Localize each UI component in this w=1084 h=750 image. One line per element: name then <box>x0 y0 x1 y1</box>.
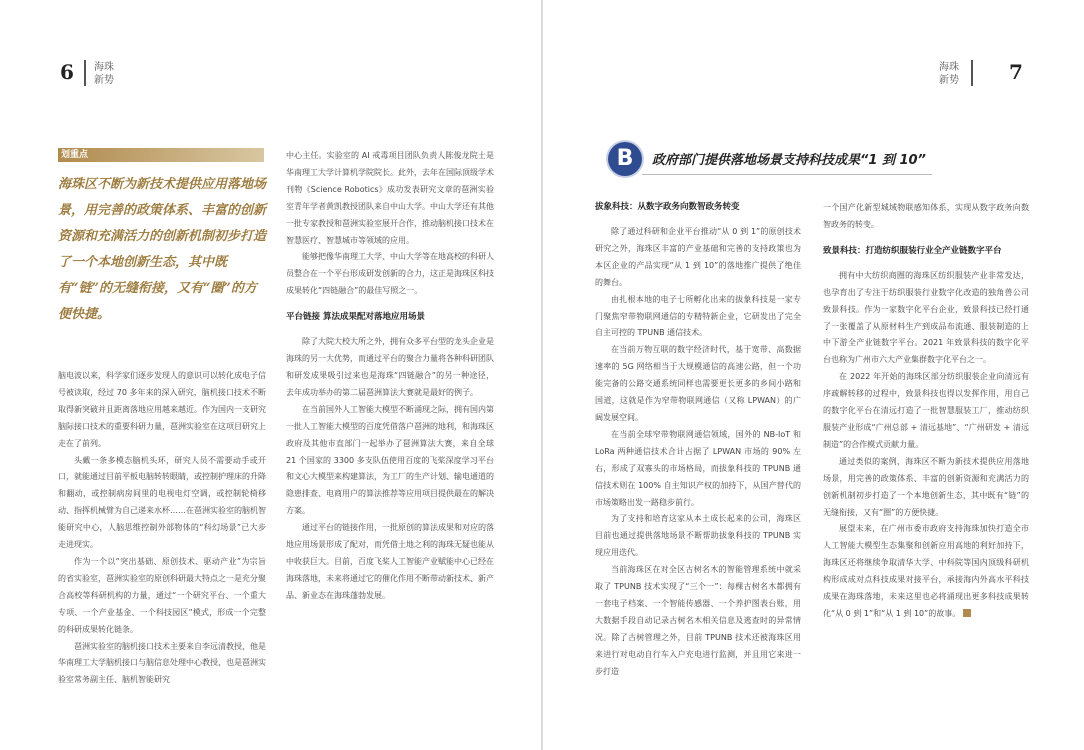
right-column-2 <box>823 200 1029 623</box>
paragraph: 通过类似的案例，海珠区不断为新技术提供应用落地场景，用完善的政策体系、丰富的创新资源和充满活力的创新机制初步打造了一个本地创新生态，其中既有“链”的无缝衔接，又有“圈”的方便快捷。 <box>823 456 1029 517</box>
left-page <box>0 0 541 750</box>
highlight-label-bar <box>58 148 264 162</box>
paragraph: 除了通过科研和企业平台推动“从 0 到 1”的原创技术研究之外，海珠区丰富的产业基础和完善的支持政策也为本区企业的产品实现“从 1 到 10”的落地推广提供了绝佳的舞台。 <box>595 227 801 287</box>
page-number-right: 7 <box>1009 60 1023 84</box>
paragraph: 通过平台的链接作用，一批原创的算法成果和对应的落地应用场景形成了配对，而凭借土地之利的海珠无疑也能从中收获巨大。目前，百度飞桨人工智能产业赋能中心已经在海珠落地，未来将通过它的催化作用不断带动新技术、新产品、新业态在海珠蓬勃发展。 <box>286 523 494 600</box>
subheading: 致景科技：打造纺织服装行业全产业链数字平台 <box>823 245 1002 256</box>
paragraph <box>823 521 1029 622</box>
paragraph: 作为一个以“突出基础、原创技术、驱动产业”为宗旨的省实验室，琶洲实验室的原创科研最大特点之一是充分聚合高校等科研机构的力量，通过“一个研究平台、一个重大专项、一个产业基金、一个科技园区”模式，形成一个完整的科研成果转化链条。 <box>58 556 266 634</box>
paragraph: 由扎根本地的电子七所孵化出来的拔象科技是一家专门聚焦窄带物联网通信的专精特新企业，它研发出了完全自主可控的 TPUNB 通信技术。 <box>595 294 801 338</box>
folio-divider-right <box>971 60 973 86</box>
magazine-name-right: 海珠 新势 <box>939 62 959 86</box>
subheading: 拔象科技：从数字政务向数智政务转变 <box>595 202 740 212</box>
pull-quote: 海珠区不断为新技术提供应用落地场景，用完善的政策体系、丰富的创新资源和充满活力的创新机制初步打造了一个本地创新生态，其中既有“链”的无缝衔接，又有“圈”的方便快捷。 <box>58 177 267 322</box>
paragraph: 在 2022 年开始的海珠区部分纺织服装企业向清远有序疏解转移的过程中，致景科技也得以发挥作用，用自己的数字化平台在清远打造了一批智慧服装工厂，推动纺织服装产业形成“广州总部 + 清远基地”、“广州研发 + 清远制造”的合作模式贡献力量。 <box>823 372 1029 449</box>
subheading: 平台链接 算法成果配对落地应用场景 <box>286 312 425 323</box>
paragraph: 脑电波以来，科学家们逐步发现人的意识可以转化成电子信号被读取，经过 70 多年来的深入研究，脑机接口技术不断取得新突破并且距离落地应用越来越近。作为国内一支研究脑际接口技术的重要科研力量，琶洲实验室在这项目研究上走在了前列。 <box>58 371 266 448</box>
section-title-rule <box>642 174 932 175</box>
paragraph: 除了大院大校大所之外，拥有众多平台型的龙头企业是海珠的另一大优势，而通过平台的聚合力量将各种科研团队和研发成果吸引过来也是海珠“四链融合”的另一种途径，去年成功举办的第二届琶洲算法大赛就是最好的例子。 <box>286 337 494 397</box>
paragraph: 琶洲实验室的脑机接口技术主要来自李远清教授，他是华南理工大学脑机接口与脑信息处理中心教授，也是琶洲实验室常务副主任、脑机智能研究 <box>58 641 266 685</box>
magazine-name-left: 海珠 新势 <box>94 62 114 86</box>
paragraph: 在当前万物互联的数字经济时代，基于宽带、高数据速率的 5G 网络相当于大规模通信的高速公路，但一个功能完备的公路交通系统同样也需要更长更多的乡间小路和国道，这就是作为窄带物联网通信（又称 LPWAN）的广阔发展空间。 <box>595 345 801 422</box>
left-column-1 <box>58 368 266 689</box>
end-of-article-icon: ■ <box>963 609 971 617</box>
paragraph: 在当前国外人工智能大模型不断涌现之际，拥有国内第一批人工智能大模型的百度凭借落户琶洲的地利，和海珠区政府及其他市直部门一起举办了琶洲算法大赛，来自全球 21 个国家的 3300 多支队伍使用百度的飞桨深度学习平台和文心大模型来构建算法，为工厂的生产计划、输电通道的隐患排查、电商用户的算法推荐等应用项目提供最在的解决方案。 <box>286 404 494 516</box>
paragraph-text: 展望未来，在广州市委市政府支持海珠加快打造全市人工智能大模型生态集聚和创新应用高地的利好加持下，海珠区还将继续争取清华大学、中科院等国内顶级科研机构形成成对点科技成果对接平台，承接海内外高水平科技成果在海珠落地，未来这里也必将涌现出更多科技成果转化“从 0 到 1”和“从 1 到 10”的故事。 <box>823 524 1029 618</box>
paragraph: 为了支持和培育这家从本土成长起来的公司，海珠区目前也通过提供落地场景不断帮助拔象科技的 TPUNB 实现应用迭代。 <box>595 514 801 558</box>
highlight-label: 划重点 <box>61 150 89 160</box>
section-title: 政府部门提供落地场景支持科技成果“1 到 10” <box>652 153 926 168</box>
paragraph: 能够把像华南理工大学、中山大学等在地高校的科研人员整合在一个平台形成研发创新的合力，这正是海珠区科技成果转化“四链融合”的最佳写照之一。 <box>286 252 494 296</box>
section-badge <box>608 142 642 176</box>
paragraph: 一个国产化新型城域物联感知体系，实现从数字政务向数智政务的转变。 <box>823 203 1029 229</box>
section-badge-letter: B <box>616 146 634 171</box>
right-page <box>543 0 1084 750</box>
page-number-left: 6 <box>60 60 74 84</box>
right-column-1 <box>595 200 801 680</box>
paragraph: 中心主任。实验室的 AI 戒毒项目团队负责人陈俊龙院士是华南理工大学计算机学院院长。此外，去年在国际顶级学术刊物《Science Robotics》成功发表研究文章的琶洲实验室青年学者黄凯教授团队来自中山大学。中山大学还有其他一批专家教授和琶洲实验室展开合作，推动脑机接口技术在智慧医疗、智慧城市等领域的应用。 <box>286 151 494 245</box>
folio-divider-left <box>84 60 86 86</box>
paragraph: 拥有中大纺织商圈的海珠区纺织服装产业非常发达，也孕育出了专注于纺织服装行业数字化改造的独角兽公司致景科技。作为一家数字化平台企业，致景科技已经打通了一张覆盖了从原材料生产到成品布流通、服装制造的上中下游全产业链数字平台。2021 年致景科技的数字化平台也称为广州市六大产业集群数字化平台之一。 <box>823 270 1029 365</box>
paragraph: 头戴一条多模态脑机头环，研究人员不需要动手或开口，就能通过目前平板电脑转转眼睛，或控制护理床的升降和翻动，或控制病房间里的电视电灯空调，或控制轮椅移动、指挥机械臂为自己递来水杯……在琶洲实验室的脑机智能研究中心，人脑思维控制外部物体的“科幻场景”已大步走进现实。 <box>58 455 266 550</box>
paragraph: 当前海珠区在对全区古树名木的智能管理系统中就采取了 TPUNB 技术实现了“三个一”：每棵古树名木都拥有一套电子档案、一个智能传感器、一个养护图表台账，用大数据手段自动记录古树名木相关信息及逃查时的异常情况。除了古树管理之外，目前 TPUNB 技术还被海珠区用来进行对电动自行车入户充电进行监测，并且用它来进一步打造 <box>595 565 801 676</box>
left-column-2 <box>286 148 494 605</box>
paragraph: 在当前全球窄带物联网通信领域，国外的 NB-IoT 和 LoRa 两种通信技术合计占据了 LPWAN 市场的 90% 左右，形成了双寡头的市场格局，而拔象科技的 TPUNB 通信技术则在 100% 自主知识产权的加持下，从国产替代的市场策略出发一路稳步前行。 <box>595 429 801 507</box>
